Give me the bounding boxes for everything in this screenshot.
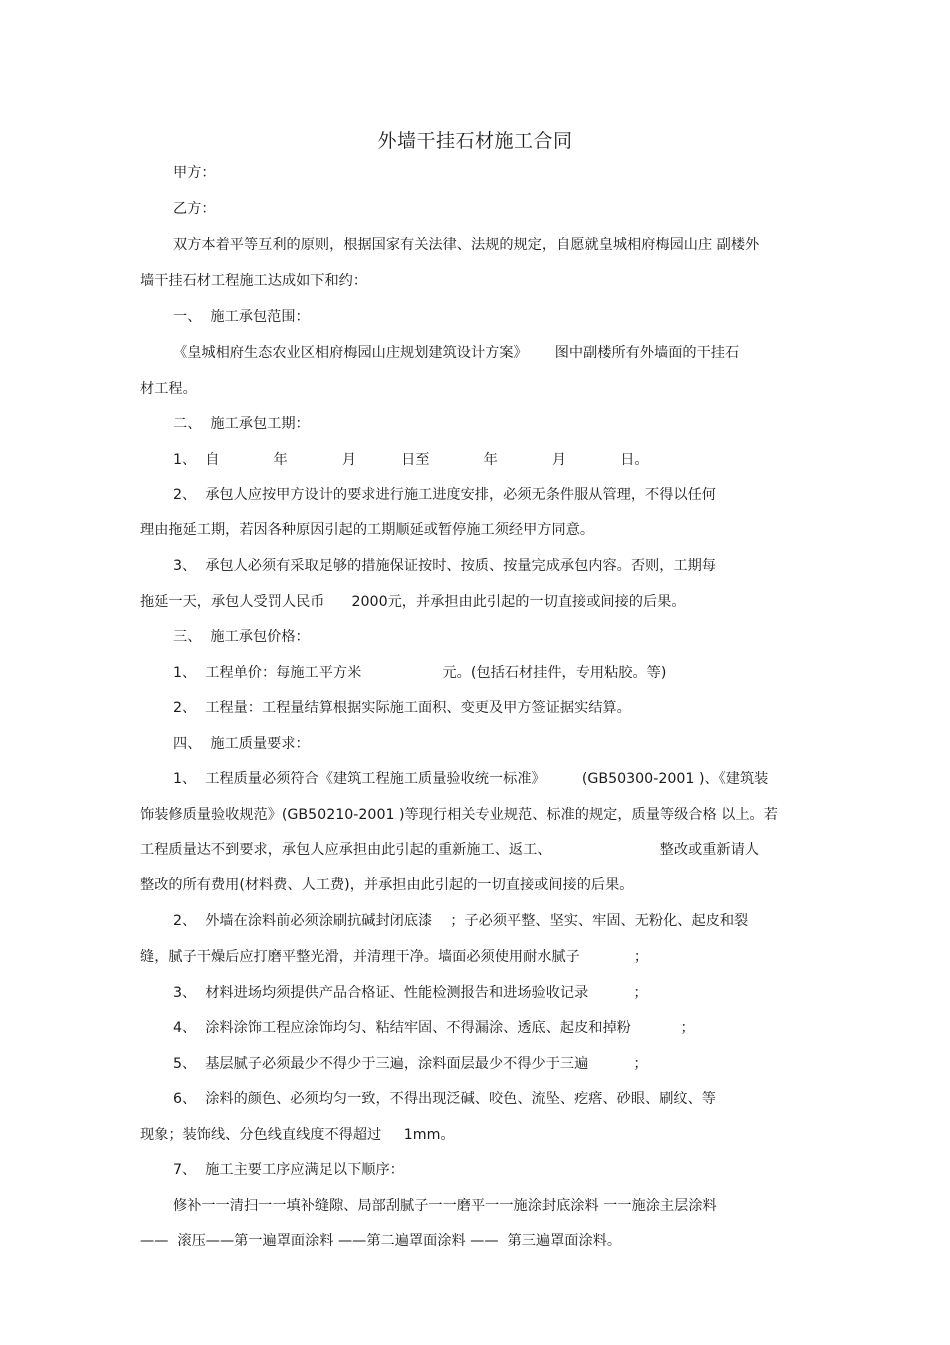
paragraph-line: 2、 承包人应按甲方设计的要求进行施工进度安排，必须无条件服从管理，不得以任何 — [173, 487, 716, 503]
paragraph-line: 3、 材料进场均须提供产品合格证、性能检测报告和进场验收记录 ； — [173, 985, 648, 1001]
paragraph-line: 1、 工程单价：每施工平方米 元。(包括石材挂件，专用粘胶。等) — [173, 665, 667, 681]
paragraph-line: 2、 外墙在涂料前必须涂刷抗碱封闭底漆 ；子必须平整、坚实、牢固、无粉化、起皮和裂 — [173, 913, 749, 929]
paragraph-line: 乙方： — [173, 201, 216, 217]
document-title: 外墙干挂石材施工合同 — [377, 130, 573, 152]
paragraph-line: 二、 施工承包工期： — [173, 416, 310, 432]
paragraph-line: 甲方： — [173, 165, 216, 181]
paragraph-line: 整改的所有费用(材料费、人工费)，并承担由此引起的一切直接或间接的后果。 — [140, 877, 634, 893]
paragraph-line: 1、 工程质量必须符合《建筑工程施工质量验收统一标准》 (GB50300-2001 )、《建筑装 — [173, 771, 769, 787]
paragraph-line: 三、 施工承包价格： — [173, 629, 310, 645]
paragraph-line: 7、 施工主要工序应满足以下顺序： — [173, 1162, 404, 1178]
paragraph-line: 饰装修质量验收规范》(GB50210-2001 )等现行相关专业规范、标准的规定，质量等级合格 以上。若 — [140, 807, 778, 823]
paragraph-line: 一、 施工承包范围： — [173, 309, 310, 325]
paragraph-line: 6、 涂料的颜色、必须均匀一致，不得出现泛碱、咬色、流坠、疙瘩、砂眼、刷纹、等 — [173, 1091, 716, 1107]
paragraph-line: 四、 施工质量要求： — [173, 736, 310, 752]
paragraph-line: —— 滚压——第一遍罩面涂料 ——第二遍罩面涂料 —— 第三遍罩面涂料。 — [140, 1233, 622, 1249]
paragraph-line: 现象；装饰线、分色线直线度不得超过 1mm。 — [140, 1127, 455, 1143]
paragraph-line: 缝，腻子干燥后应打磨平整光滑，并清理干净。墙面必须使用耐水腻子 ； — [140, 949, 649, 965]
paragraph-line: 拖延一天，承包人受罚人民币 2000元，并承担由此引起的一切直接或间接的后果。 — [140, 594, 686, 610]
paragraph-line: 双方本着平等互利的原则，根据国家有关法律、法规的规定，自愿就皇城相府梅园山庄 副楼外 — [173, 237, 760, 253]
paragraph-line: 3、 承包人必须有采取足够的措施保证按时、按质、按量完成承包内容。否则，工期每 — [173, 558, 716, 574]
paragraph-line: 材工程。 — [140, 381, 197, 397]
paragraph-line: 理由拖延工期，若因各种原因引起的工期顺延或暂停施工须经甲方同意。 — [140, 522, 595, 538]
paragraph-line: 修补一一清扫一一填补缝隙、局部刮腻子一一磨平一一施涂封底涂料 一一施涂主层涂料 — [173, 1198, 717, 1214]
paragraph-line: 工程质量达不到要求，承包人应承担由此引起的重新施工、返工、 整改或重新请人 — [140, 842, 759, 858]
paragraph-line: 5、 基层腻子必须最少不得少于三遍，涂料面层最少不得少于三遍 ； — [173, 1056, 648, 1072]
paragraph-line: 《皇城相府生态农业区相府梅园山庄规划建筑设计方案》 图中副楼所有外墙面的干挂石 — [173, 345, 740, 361]
paragraph-line: 墙干挂石材工程施工达成如下和约： — [140, 273, 368, 289]
paragraph-line: 1、 自 年 月 日至 年 月 日。 — [173, 452, 649, 468]
paragraph-line: 2、 工程量：工程量结算根据实际施工面积、变更及甲方签证据实结算。 — [173, 700, 631, 716]
paragraph-line: 4、 涂料涂饰工程应涂饰均匀、粘结牢固、不得漏涂、透底、起皮和掉粉 ； — [173, 1020, 695, 1036]
